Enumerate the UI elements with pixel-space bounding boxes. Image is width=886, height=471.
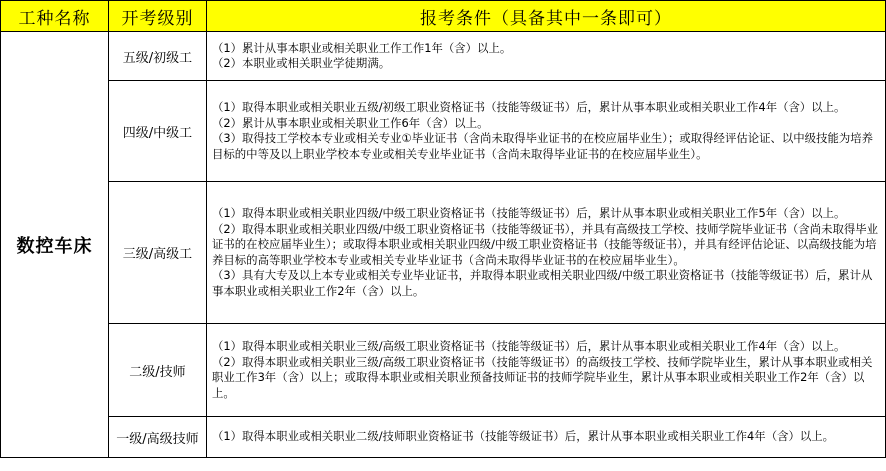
condition-item: （3）取得技工学校本专业或相关专业①毕业证书（含尚未取得毕业证书的在校应届毕业生）；或取得经评估论证、以中级技能为培养目标的中等及以上职业学校本专业或相关专业毕业证书（含尚未取得毕业证书的在校应届毕业生）。 bbox=[212, 131, 874, 161]
header-exam-level: 开考级别 bbox=[109, 1, 207, 32]
condition-item: （1）取得本职业或相关职业二级/技师职业资格证书（技能等级证书）后，累计从事本职业或相关职业工作4年（含）以上。 bbox=[212, 429, 835, 444]
level-cell: 五级/初级工 bbox=[109, 32, 207, 81]
table-row bbox=[1, 182, 886, 324]
conditions-cell bbox=[207, 182, 886, 324]
level-cell: 二级/技师 bbox=[109, 324, 207, 417]
header-conditions: 报考条件（具备其中一条即可） bbox=[207, 1, 886, 32]
header-row bbox=[1, 1, 886, 32]
header-trade-name: 工种名称 bbox=[1, 1, 109, 32]
condition-item: （2）取得本职业或相关职业四级/中级工职业资格证书（技能等级证书），并具有高级技工学校、技师学院毕业证书（含尚未取得毕业证书的在校应届毕业生）；或取得本职业或相关职业四级/中级工职业资格证书（技能等级证书），并具有经评估论证、以高级技能为培养目标的高等职业学校本专业或相关专业毕业证书（含尚未取得毕业证书的在校应届毕业生）。 bbox=[212, 221, 879, 267]
conditions-cell bbox=[207, 81, 886, 182]
condition-item: （3）具有大专及以上本专业或相关专业毕业证书，并取得本职业或相关职业四级/中级工职业资格证书（技能等级证书）后，累计从事本职业或相关职业工作2年（含）以上。 bbox=[212, 268, 873, 298]
condition-item: （1）取得本职业或相关职业五级/初级工职业资格证书（技能等级证书）后，累计从事本职业或相关职业工作4年（含）以上。 bbox=[212, 100, 846, 114]
condition-item: （1）取得本职业或相关职业四级/中级工职业资格证书（技能等级证书）后，累计从事本职业或相关职业工作5年（含）以上。 bbox=[212, 206, 846, 220]
condition-item: （2）累计从事本职业或相关职业工作6年（含）以上。 bbox=[212, 115, 489, 130]
conditions-cell bbox=[207, 417, 886, 458]
condition-item: （2）取得本职业或相关职业三级/高级工职业资格证书（技能等级证书）的高级技工学校、技师学院毕业生，累计从事本职业或相关职业工作3年（含）以上；或取得本职业或相关职业预备技师证书的技师学院毕业生，累计从事本职业或相关职业工作2年（含）以上。 bbox=[212, 354, 873, 400]
condition-item: （2）本职业或相关职业学徒期满。 bbox=[212, 56, 391, 70]
level-cell: 四级/中级工 bbox=[109, 81, 207, 182]
trade-name-cell: 数控车床 bbox=[1, 32, 109, 458]
conditions-cell bbox=[207, 324, 886, 417]
table-row bbox=[1, 417, 886, 458]
level-cell: 一级/高级技师 bbox=[109, 417, 207, 458]
table-row bbox=[1, 324, 886, 417]
conditions-cell bbox=[207, 32, 886, 81]
condition-item: （1）取得本职业或相关职业三级/高级工职业资格证书（技能等级证书）后，累计从事本职业或相关职业工作4年（含）以上。 bbox=[212, 339, 846, 353]
condition-item: （1）累计从事本职业或相关职业工作工作1年（含）以上。 bbox=[212, 40, 512, 55]
table-row bbox=[1, 81, 886, 182]
level-cell: 三级/高级工 bbox=[109, 182, 207, 324]
table-row bbox=[1, 32, 886, 81]
